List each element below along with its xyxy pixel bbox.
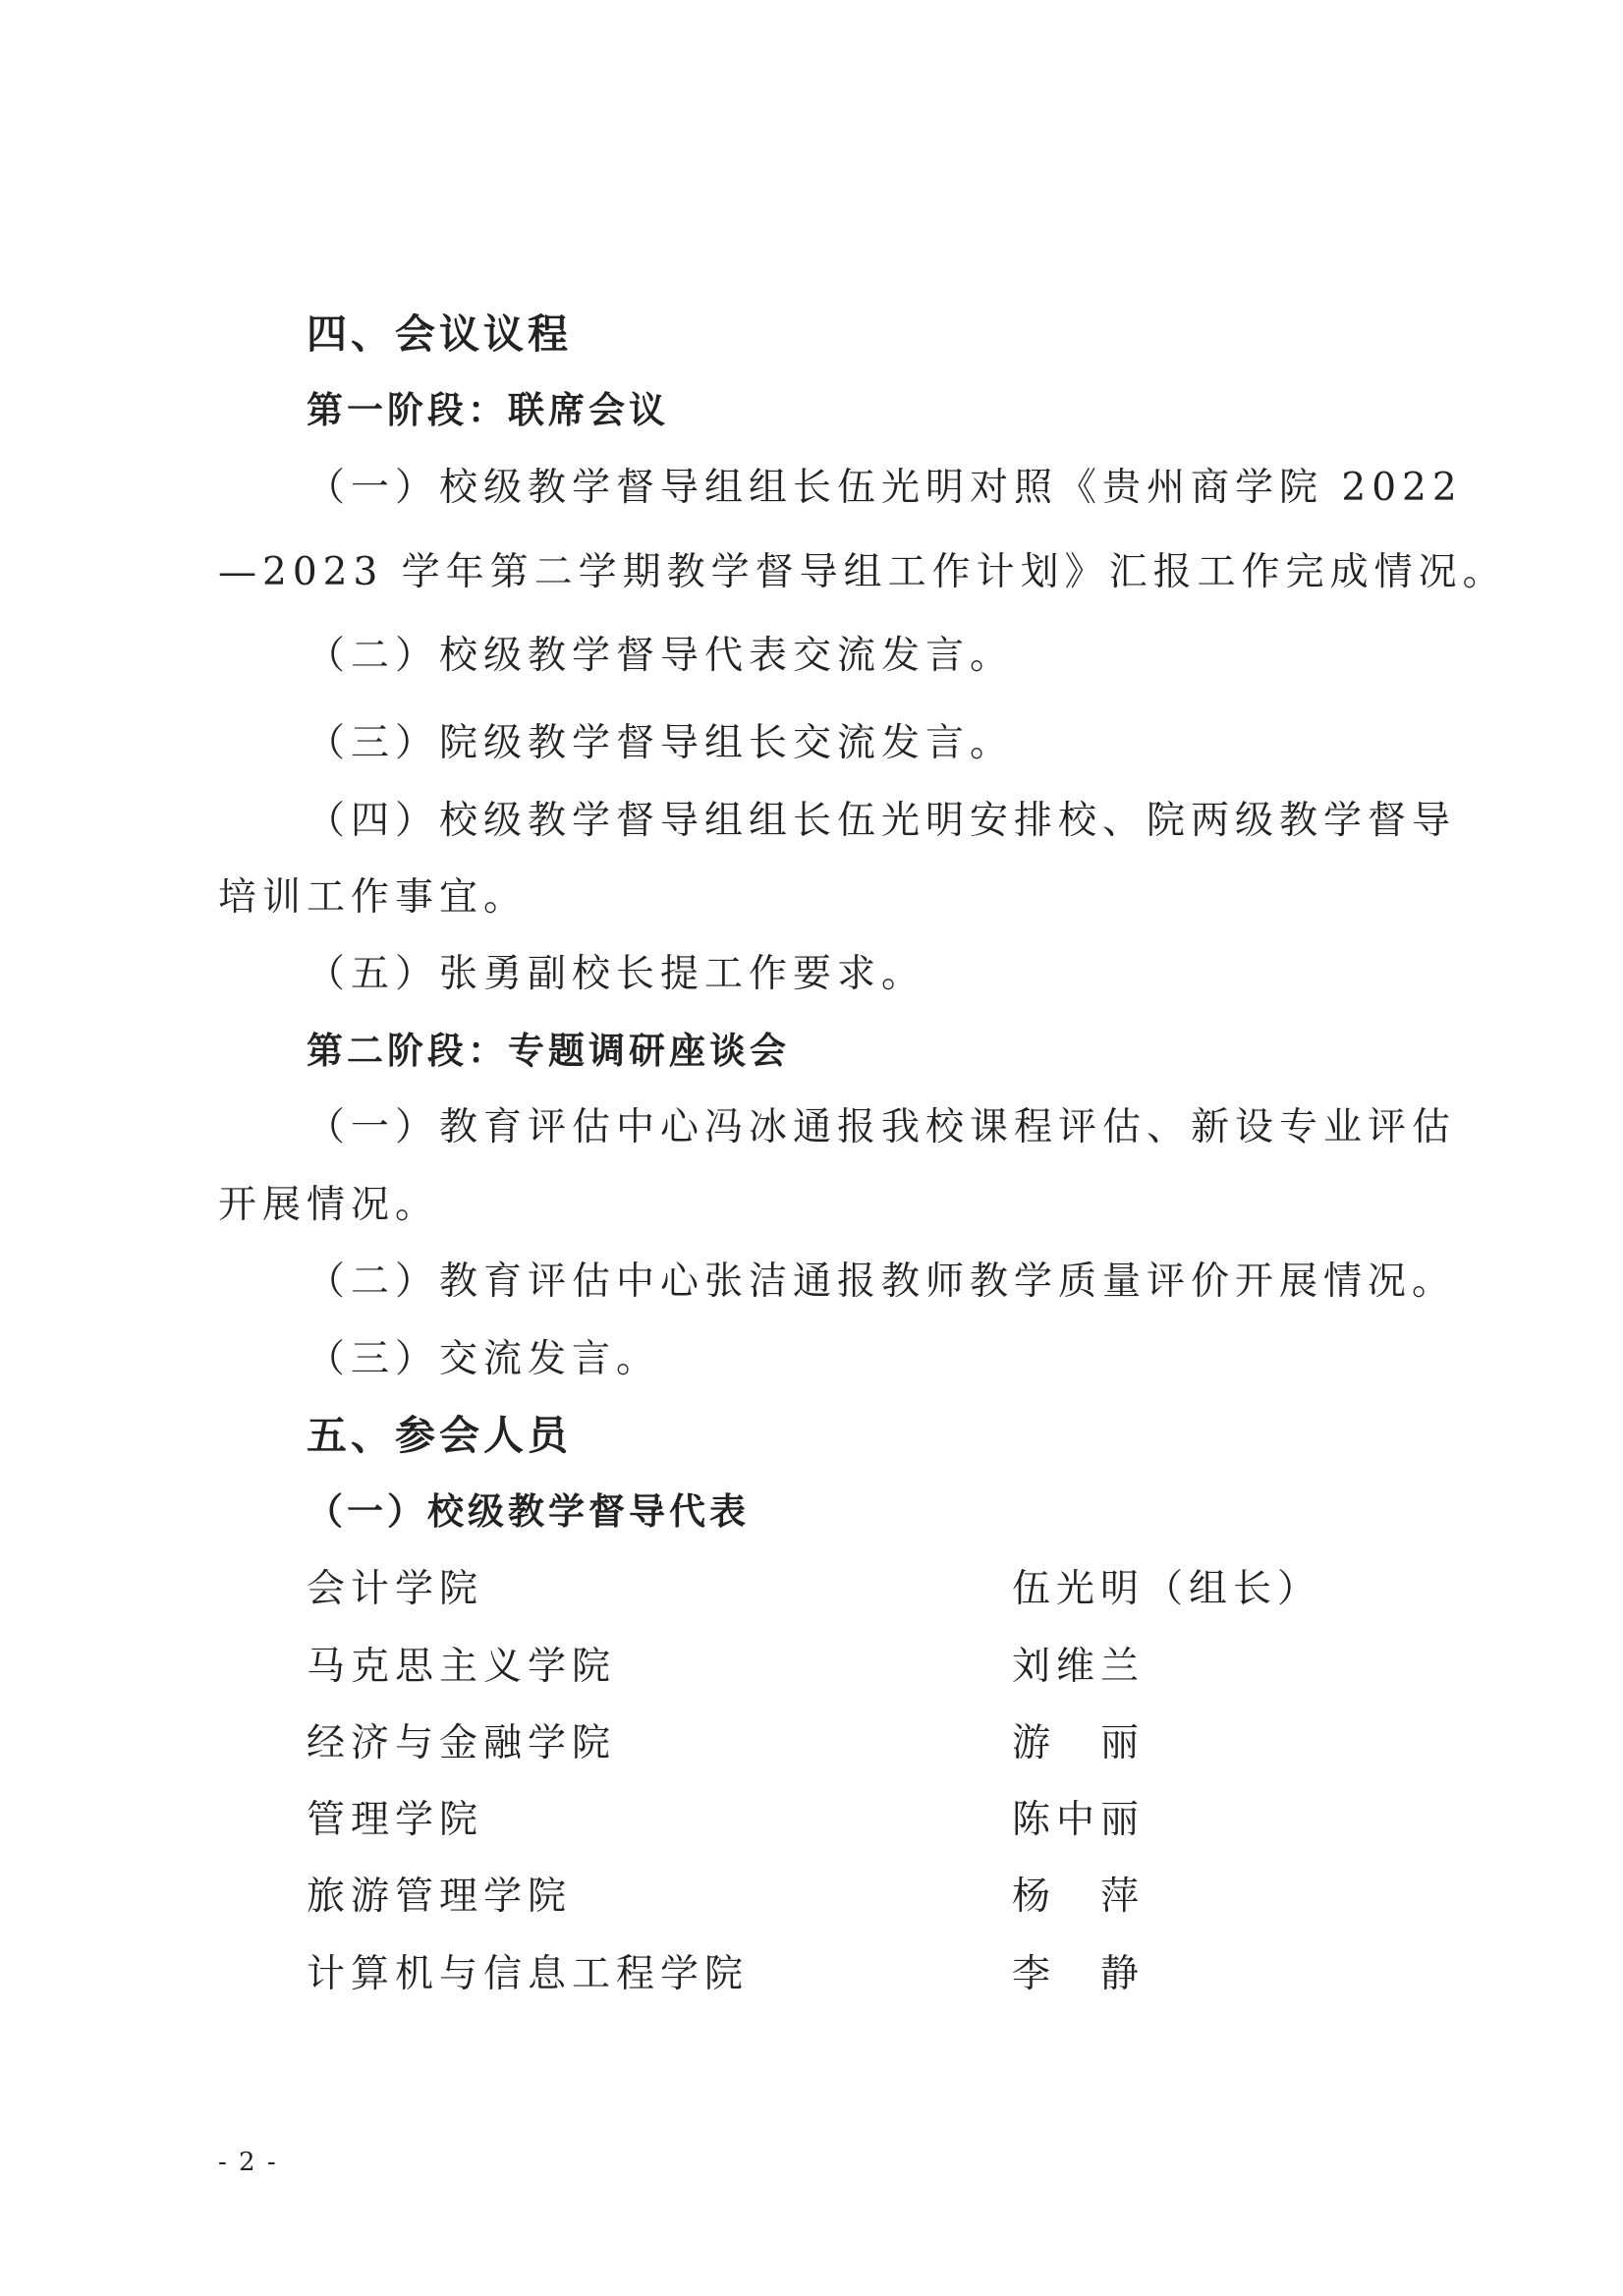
member-college: 马克思主义学院	[307, 1645, 617, 1689]
stage-2-item-3: （三）交流发言。	[307, 1337, 661, 1381]
member-name: 陈中丽	[1012, 1798, 1146, 1842]
stage-1-item-2: （二）校级教学督导代表交流发言。	[307, 634, 1015, 678]
member-college: 经济与金融学院	[307, 1721, 617, 1765]
member-name: 杨 萍	[1012, 1875, 1146, 1919]
member-name: 刘维兰	[1012, 1645, 1146, 1689]
stage-1-item-1-line-2: —2023 学年第二学期教学督导组工作计划》汇报工作完成情况。	[218, 550, 1507, 594]
section-heading-attendees: 五、参会人员	[307, 1412, 572, 1459]
member-name: 伍光明（组长）	[1012, 1567, 1322, 1611]
stage-2-item-2: （二）教育评估中心张洁通报教师教学质量评价开展情况。	[307, 1260, 1457, 1304]
member-name: 游 丽	[1012, 1721, 1146, 1765]
member-college: 计算机与信息工程学院	[307, 1952, 750, 1996]
stage-2-item-1-line-2: 开展情况。	[218, 1183, 440, 1227]
member-college: 旅游管理学院	[307, 1875, 573, 1919]
stage-1-item-1-line-1: （一）校级教学督导组组长伍光明对照《贵州商学院 2022	[307, 466, 1463, 510]
stage-2-item-1-line-1: （一）教育评估中心冯冰通报我校课程评估、新设专业评估	[307, 1105, 1457, 1149]
stage-1-item-3: （三）院级教学督导组长交流发言。	[307, 721, 1015, 765]
member-college: 会计学院	[307, 1567, 484, 1611]
page-number: - 2 -	[218, 2148, 278, 2177]
member-name: 李 静	[1012, 1952, 1146, 1996]
attendees-subheading-school-supervisors: （一）校级教学督导代表	[307, 1490, 750, 1533]
stage-2-title: 第二阶段：专题调研座谈会	[307, 1030, 790, 1072]
stage-1-item-4-line-1: （四）校级教学督导组组长伍光明安排校、院两级教学督导	[307, 799, 1457, 843]
stage-1-item-4-line-2: 培训工作事宜。	[218, 875, 529, 920]
member-college: 管理学院	[307, 1798, 484, 1842]
stage-1-title: 第一阶段：联席会议	[307, 389, 669, 431]
stage-1-item-5: （五）张勇副校长提工作要求。	[307, 952, 926, 996]
section-heading-agenda: 四、会议议程	[307, 310, 572, 358]
